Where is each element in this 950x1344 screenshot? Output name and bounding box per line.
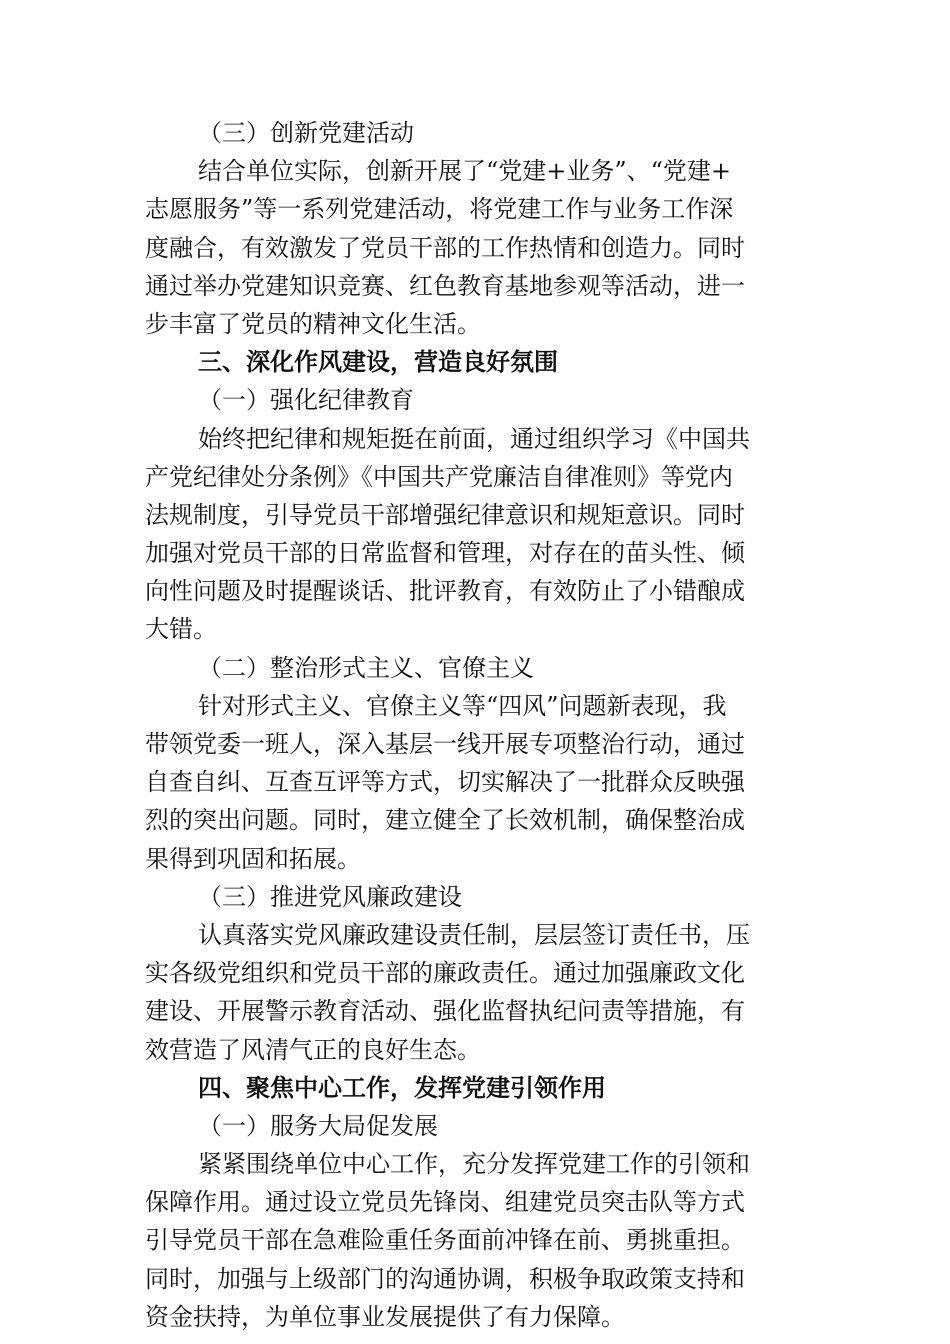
paragraph-line: 针对形式主义、官僚主义等“四风”问题新表现，我 <box>198 691 727 720</box>
paragraph-discipline-education <box>145 420 807 649</box>
subheading-serve-overall <box>145 1107 807 1145</box>
subheading-text: （三）创新党建活动 <box>198 119 414 147</box>
heading-text: 四、聚焦中心工作，发挥党建引领作用 <box>198 1073 606 1102</box>
paragraph-line: 加强对党员干部的日常监督和管理，对存在的苗头性、倾 <box>145 539 745 568</box>
paragraph-line: 结合单位实际，创新开展了“党建+业务”、“党建+ <box>198 157 732 186</box>
paragraph-line: 建设、开展警示教育活动、强化监督执纪问责等措施，有 <box>145 997 745 1026</box>
subheading-discipline-education <box>145 381 807 419</box>
paragraph-line: 通过举办党建知识竞赛、红色教育基地参观等活动，进一 <box>145 271 745 300</box>
paragraph-line: 产党纪律处分条例》《中国共产党廉洁自律准则》等党内 <box>145 462 733 491</box>
subheading-innovate-activities <box>145 114 807 152</box>
paragraph-clean-governance <box>145 916 807 1069</box>
paragraph-line: 保障作用。通过设立党员先锋岗、组建党员突击队等方式 <box>145 1188 745 1217</box>
subheading-clean-governance <box>145 878 807 916</box>
paragraph-line: 大错。 <box>145 615 217 644</box>
paragraph-line: 带领党委一班人，深入基层一线开展专项整治行动，通过 <box>145 730 745 758</box>
paragraph-line: 效营造了风清气正的良好生态。 <box>145 1035 481 1064</box>
paragraph-line: 度融合，有效激发了党员干部的工作热情和创造力。同时 <box>145 233 745 262</box>
paragraph-line: 烈的突出问题。同时，建立健全了长效机制，确保整治成 <box>145 806 745 835</box>
paragraph-line: 引导党员干部在急难险重任务面前冲锋在前、勇挑重担。 <box>145 1226 745 1255</box>
heading-section-three <box>145 343 807 381</box>
paragraph-line: 步丰富了党员的精神文化生活。 <box>145 309 481 338</box>
subheading-text: （一）服务大局促发展 <box>198 1111 438 1140</box>
heading-section-four <box>145 1069 807 1107</box>
subheading-formalism <box>145 649 807 687</box>
paragraph-serve-overall <box>145 1145 807 1336</box>
paragraph-line: 自查自纠、互查互评等方式，切实解决了一批群众反映强 <box>145 768 745 797</box>
heading-text: 三、深化作风建设，营造良好氛围 <box>198 348 558 377</box>
paragraph-line: 始终把纪律和规矩挺在前面，通过组织学习《中国共 <box>198 424 750 453</box>
paragraph-innovate-activities <box>145 152 807 343</box>
subheading-text: （二）整治形式主义、官僚主义 <box>198 653 534 682</box>
paragraph-line: 果得到巩固和拓展。 <box>145 844 361 873</box>
paragraph-line: 紧紧围绕单位中心工作，充分发挥党建工作的引领和 <box>198 1150 750 1179</box>
paragraph-line: 向性问题及时提醒谈话、批评教育，有效防止了小错酿成 <box>145 577 745 606</box>
paragraph-line: 实各级党组织和党员干部的廉政责任。通过加强廉政文化 <box>145 959 745 988</box>
paragraph-formalism <box>145 687 807 878</box>
paragraph-line: 志愿服务”等一系列党建活动，将党建工作与业务工作深 <box>145 195 734 224</box>
paragraph-line: 资金扶持，为单位事业发展提供了有力保障。 <box>145 1302 625 1331</box>
paragraph-line: 同时，加强与上级部门的沟通协调，积极争取政策支持和 <box>145 1264 745 1293</box>
paragraph-line: 认真落实党风廉政建设责任制，层层签订责任书，压 <box>198 920 750 949</box>
subheading-text: （三）推进党风廉政建设 <box>198 882 462 911</box>
subheading-text: （一）强化纪律教育 <box>198 386 414 415</box>
document-body <box>145 114 807 1336</box>
paragraph-line: 法规制度，引导党员干部增强纪律意识和规矩意识。同时 <box>145 500 745 529</box>
